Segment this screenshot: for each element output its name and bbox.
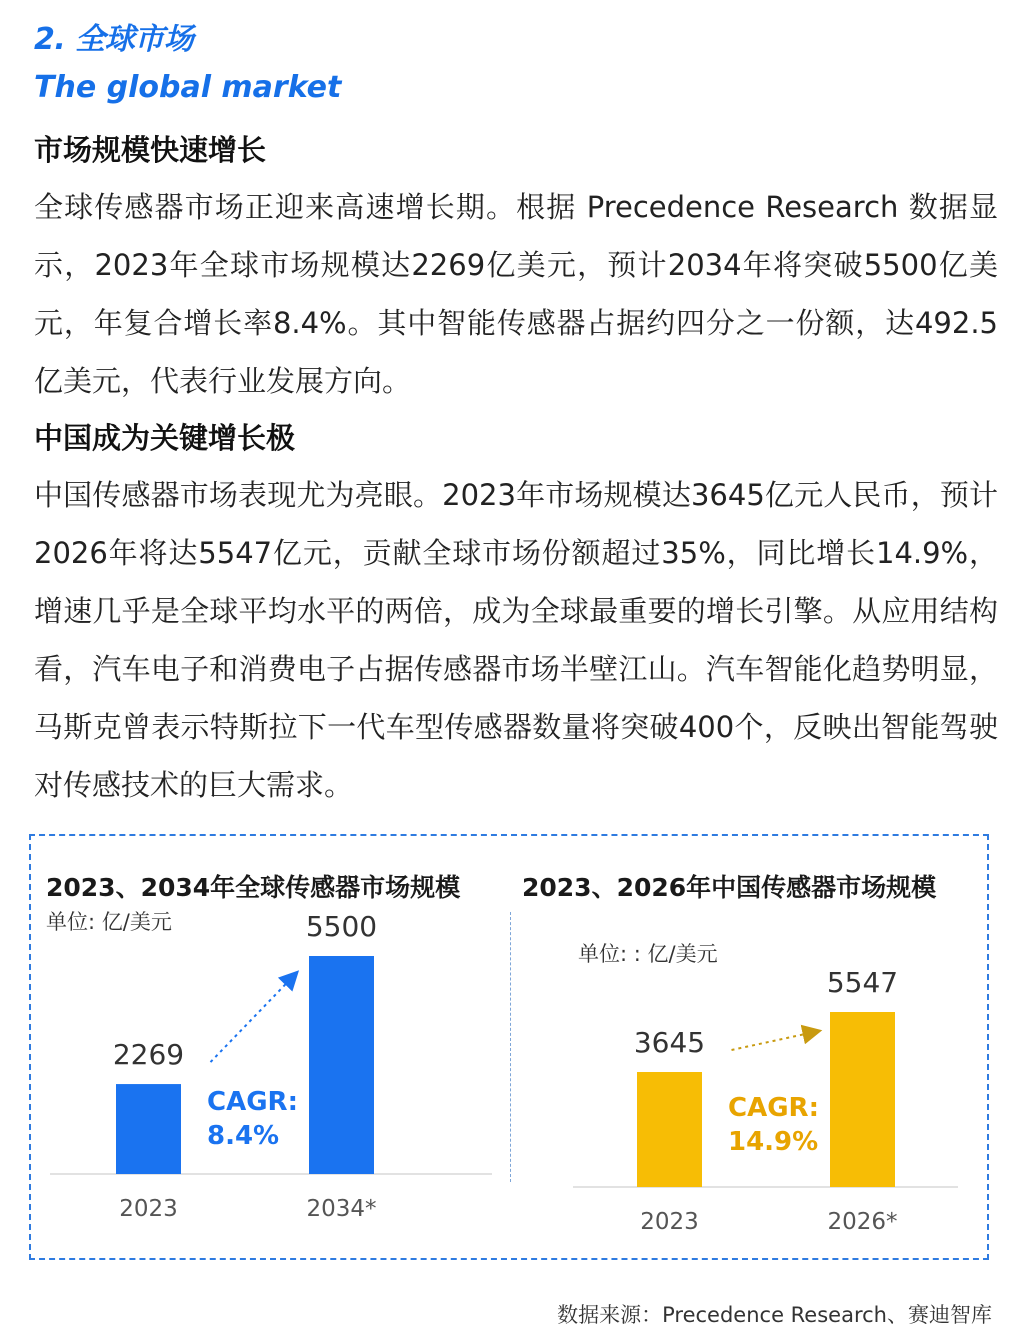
bar-global-2034 [309,956,374,1174]
category-label-global-2023: 2023 [119,1196,178,1222]
category-label-global-2034: 2034* [306,1196,377,1222]
cagr-label-global: CAGR: [207,1087,298,1117]
cagr-value-global: 8.4% [207,1121,280,1151]
bar-global-2023 [116,1084,181,1174]
paragraph-china-market: 中国传感器市场表现尤为亮眼。2023年市场规模达3645亿元人民币，预计2026年将达5547亿元，贡献全球市场份额超过35%，同比增长14.9%，增速几乎是全球平均水平的两倍，成为全球最重要的增长引擎。从应用结构看，汽车电子和消费电子占据传感器市场半壁江山。汽车智能化趋势明显，马斯克曾表示特斯拉下一代车型传感器数量将突破400个，反映出智能驾驶对传感技术的巨大需求。 [34,478,998,802]
paragraph-global-market: 全球传感器市场正迎来高速增长期。根据 Precedence Research 数据显示，2023年全球市场规模达2269亿美元，预计2034年将突破5500亿美元，年复合增长率8.4%。其中智能传感器占据约四分之一份额，达492.5亿美元，代表行业发展方向。 [34,190,998,398]
chart-unit-global: 单位: 亿/美元 [46,910,172,934]
value-label-global-2023: 2269 [112,1038,185,1072]
category-label-china-2026: 2026* [827,1209,898,1235]
cagr-value-china: 14.9% [728,1127,819,1157]
value-label-china-2026: 5547 [826,966,899,999]
chart-title-global: 2023、2034年全球传感器市场规模 [46,873,461,902]
heading-market-growth: 市场规模快速增长 [34,133,267,167]
section-subtitle: The global market [34,70,342,105]
chart-unit-china: 单位: : 亿/美元 [578,942,718,966]
category-label-china-2023: 2023 [640,1209,699,1235]
bar-china-2023 [637,1072,702,1187]
value-label-global-2034: 5500 [305,910,378,943]
growth-arrow-global [211,976,294,1062]
heading-china-growth: 中国成为关键增长极 [34,421,296,455]
chart-title-china: 2023、2026年中国传感器市场规模 [522,873,937,902]
growth-arrow-china [732,1032,815,1050]
source-note: 数据来源：Precedence Research、赛迪智库 [557,1303,992,1327]
value-label-china-2023: 3645 [633,1026,706,1060]
cagr-label-china: CAGR: [728,1093,819,1123]
bar-china-2026 [830,1012,895,1187]
section-title: 2. 全球市场 [34,22,194,57]
